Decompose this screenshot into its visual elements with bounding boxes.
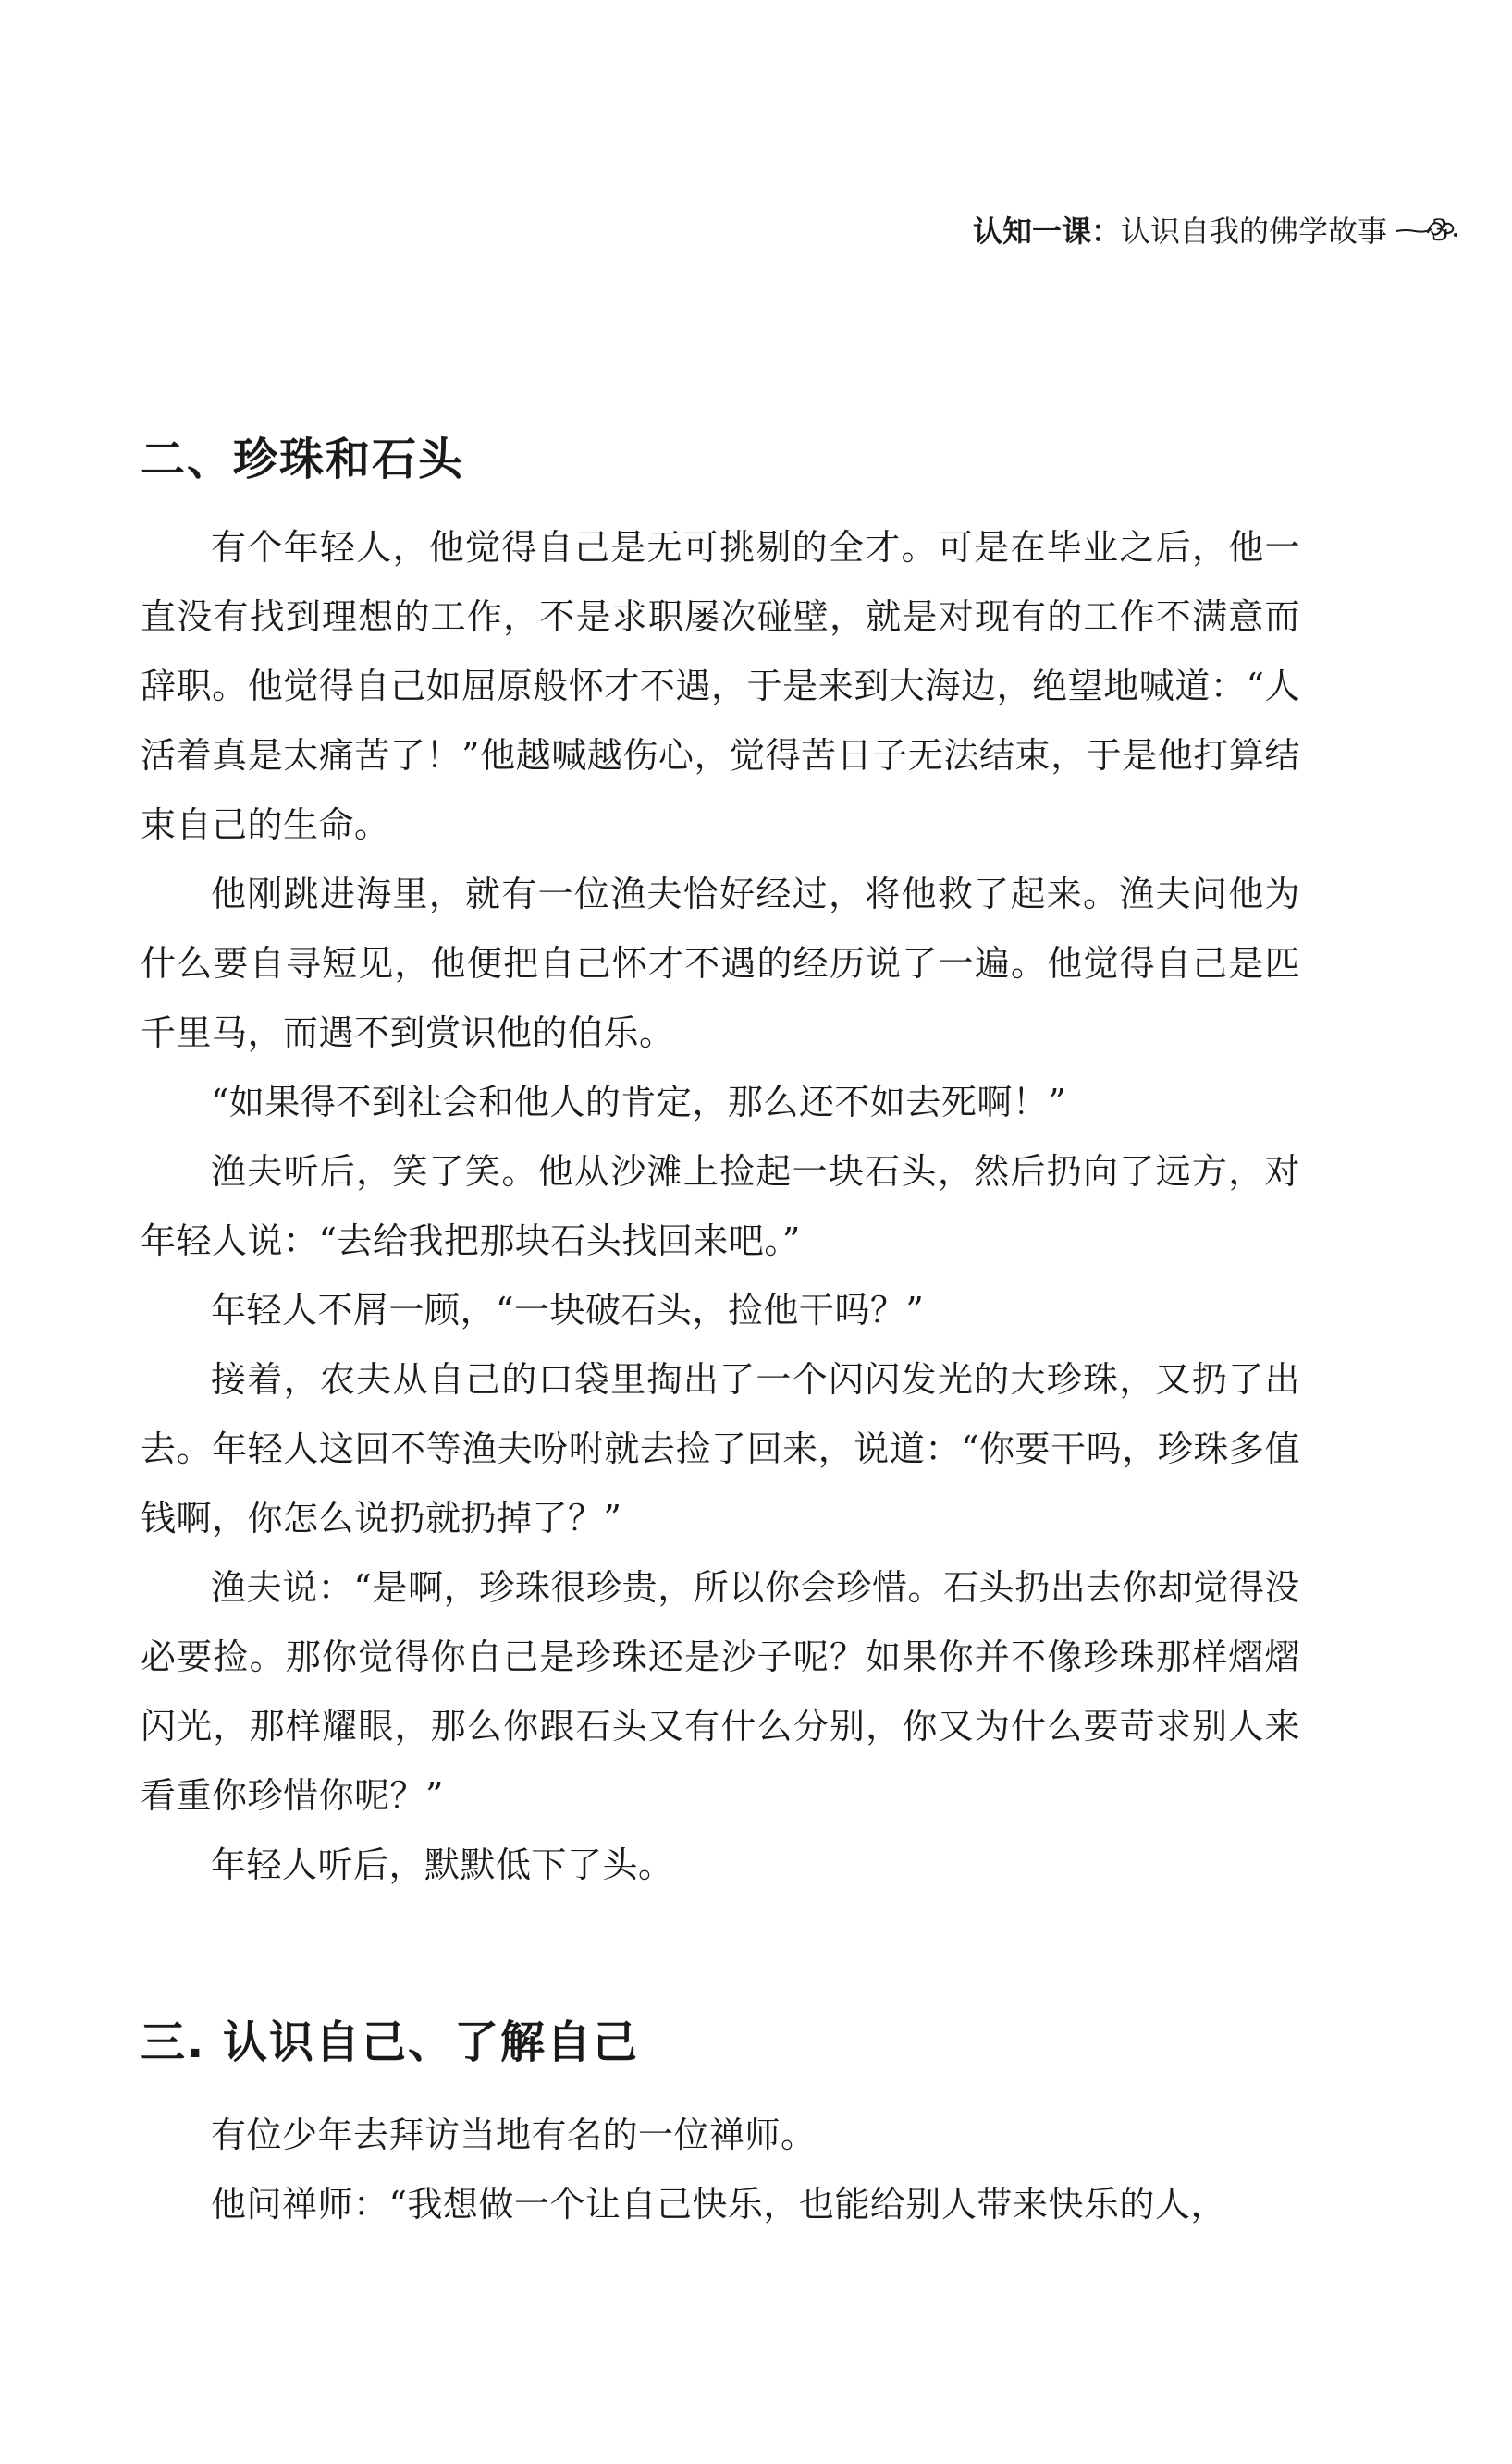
section-body-know-yourself	[141, 2101, 1300, 2239]
paragraph: “如果得不到社会和他人的肯定，那么还不如去死啊！”	[211, 1082, 1067, 1122]
paragraph: 有个年轻人，他觉得自己是无可挑剔的全才。可是在毕业之后，他一直没有找到理想的工作，不是求职屡次碰壁，就是对现有的工作不满意而辞职。他觉得自己如屈原般怀才不遇，于是来到大海边，绝望地喊道：“人活着真是太痛苦了！”他越喊越伤心，觉得苦日子无法结束，于是他打算结束自己的生命。	[141, 527, 1300, 845]
paragraph: 年轻人听后，默默低下了头。	[211, 1845, 674, 1885]
paragraph: 接着，农夫从自己的口袋里掏出了一个闪闪发光的大珍珠，又扔了出去。年轻人这回不等渔夫吩咐就去捡了回来，说道：“你要干吗，珍珠多值钱啊，你怎么说扔就扔掉了？”	[141, 1359, 1300, 1538]
section-heading-know-yourself: 三. 认识自己、了解自己	[141, 2017, 639, 2068]
paragraph: 他问禅师：“我想做一个让自己快乐，也能给别人带来快乐的人，	[211, 2184, 1226, 2225]
running-header	[814, 202, 1461, 257]
paragraph: 有位少年去拜访当地有名的一位禅师。	[211, 2115, 817, 2155]
paragraph: 他刚跳进海里，就有一位渔夫恰好经过，将他救了起来。渔夫问他为什么要自寻短见，他便把自己怀才不遇的经历说了一遍。他觉得自己是匹千里马，而遇不到赏识他的伯乐。	[141, 874, 1300, 1053]
section-heading-pearl-stone: 二、珍珠和石头	[141, 434, 465, 485]
section-body-pearl-stone	[141, 513, 1300, 1900]
chapter-title: 认识自我的佛学故事	[1120, 214, 1387, 249]
scroll-ornament-icon	[1395, 213, 1461, 246]
paragraph: 渔夫说：“是啊，珍珠很珍贵，所以你会珍惜。石头扔出去你却觉得没必要捡。那你觉得你自己是珍珠还是沙子呢？如果你并不像珍珠那样熠熠闪光，那样耀眼，那么你跟石头又有什么分别，你又为什么要苛求别人来看重你珍惜你呢？”	[141, 1567, 1300, 1816]
page-number: 3	[1432, 211, 1448, 248]
chapter-label: 认知一课：	[972, 214, 1121, 249]
paragraph: 渔夫听后，笑了笑。他从沙滩上捡起一块石头，然后扔向了远方，对年轻人说：“去给我把那块石头找回来吧。”	[141, 1151, 1300, 1261]
paragraph: 年轻人不屑一顾，“一块破石头，捡他干吗？”	[211, 1290, 925, 1330]
